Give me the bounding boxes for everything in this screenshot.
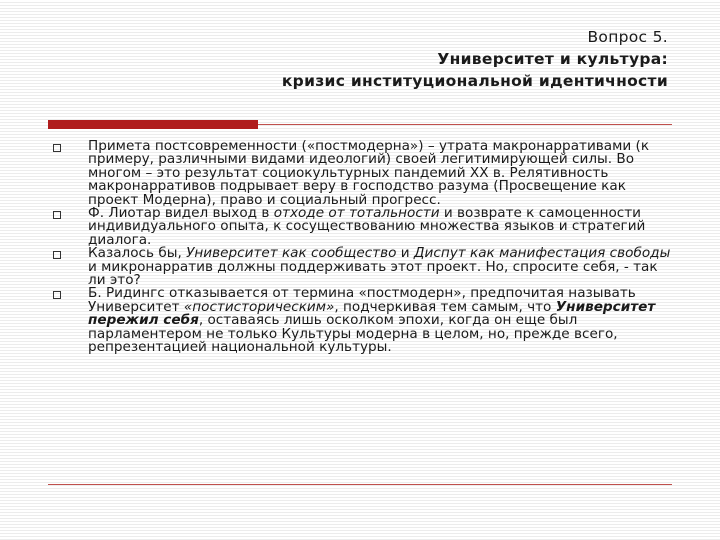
bullet-item <box>48 247 678 287</box>
title-divider <box>48 120 672 130</box>
bullet-item <box>48 140 678 207</box>
emphasis-text: Диспут как манифестация свободы <box>413 245 671 262</box>
bottom-divider <box>48 484 672 485</box>
bullet-list <box>48 140 678 355</box>
text-segment: Ф. Лиотар видел выход в <box>88 205 274 222</box>
bullet-text <box>88 247 678 287</box>
emphasis-text: Университет как сообщество <box>186 245 397 262</box>
strong-emphasis-text: Университет пережил себя <box>88 298 656 329</box>
bullet-text <box>88 140 678 207</box>
bullet-text <box>88 287 678 354</box>
square-bullet-icon <box>53 144 61 152</box>
square-bullet-icon <box>53 211 61 219</box>
text-segment: Б. Ридингс отказывается от термина «постмодерн», предпочитая называть Университет <box>88 285 636 315</box>
text-segment: , подчеркивая тем самым, что <box>334 298 556 315</box>
text-segment: и <box>396 245 414 262</box>
title-subheading: кризис институциональной идентичности <box>281 72 668 90</box>
text-segment: и возврате к самоценности индивидуального опыта, к сосуществованию множества языков и стратегий диалога. <box>88 205 646 248</box>
text-segment: и микронарратив должны поддерживать этот проект. Но, спросите себя, - так ли это? <box>88 258 658 289</box>
bullet-text <box>88 207 678 247</box>
bullet-item <box>48 287 678 354</box>
emphasis-text: «постисторическим» <box>183 298 335 315</box>
square-bullet-icon <box>53 291 61 299</box>
slide-title <box>282 26 668 92</box>
text-segment: Казалось бы, <box>88 245 187 262</box>
emphasis-text: отходе от тотальности <box>273 205 440 222</box>
question-number: Вопрос 5. <box>587 28 668 46</box>
square-bullet-icon <box>53 251 61 259</box>
text-segment: Примета постсовременности («постмодерна») – утрата макронарративами (к примеру, различными видами идеологий) своей легитимирующей силы. Во многом – это результат социокультурных пандемий XX в. Релятивность макронарративов подрывает веру в господство разума (Просвещение как проект Модерна), право и социальный прогресс. <box>88 138 650 208</box>
divider-accent-bar <box>48 120 258 129</box>
bullet-item <box>48 207 678 247</box>
title-heading: Университет и культура: <box>437 50 668 68</box>
text-segment: , оставаясь лишь осколком эпохи, когда он еще был парламентером не только Культуры модерна в целом, но, прежде всего, репрезентацией национальной культуры. <box>88 312 618 356</box>
